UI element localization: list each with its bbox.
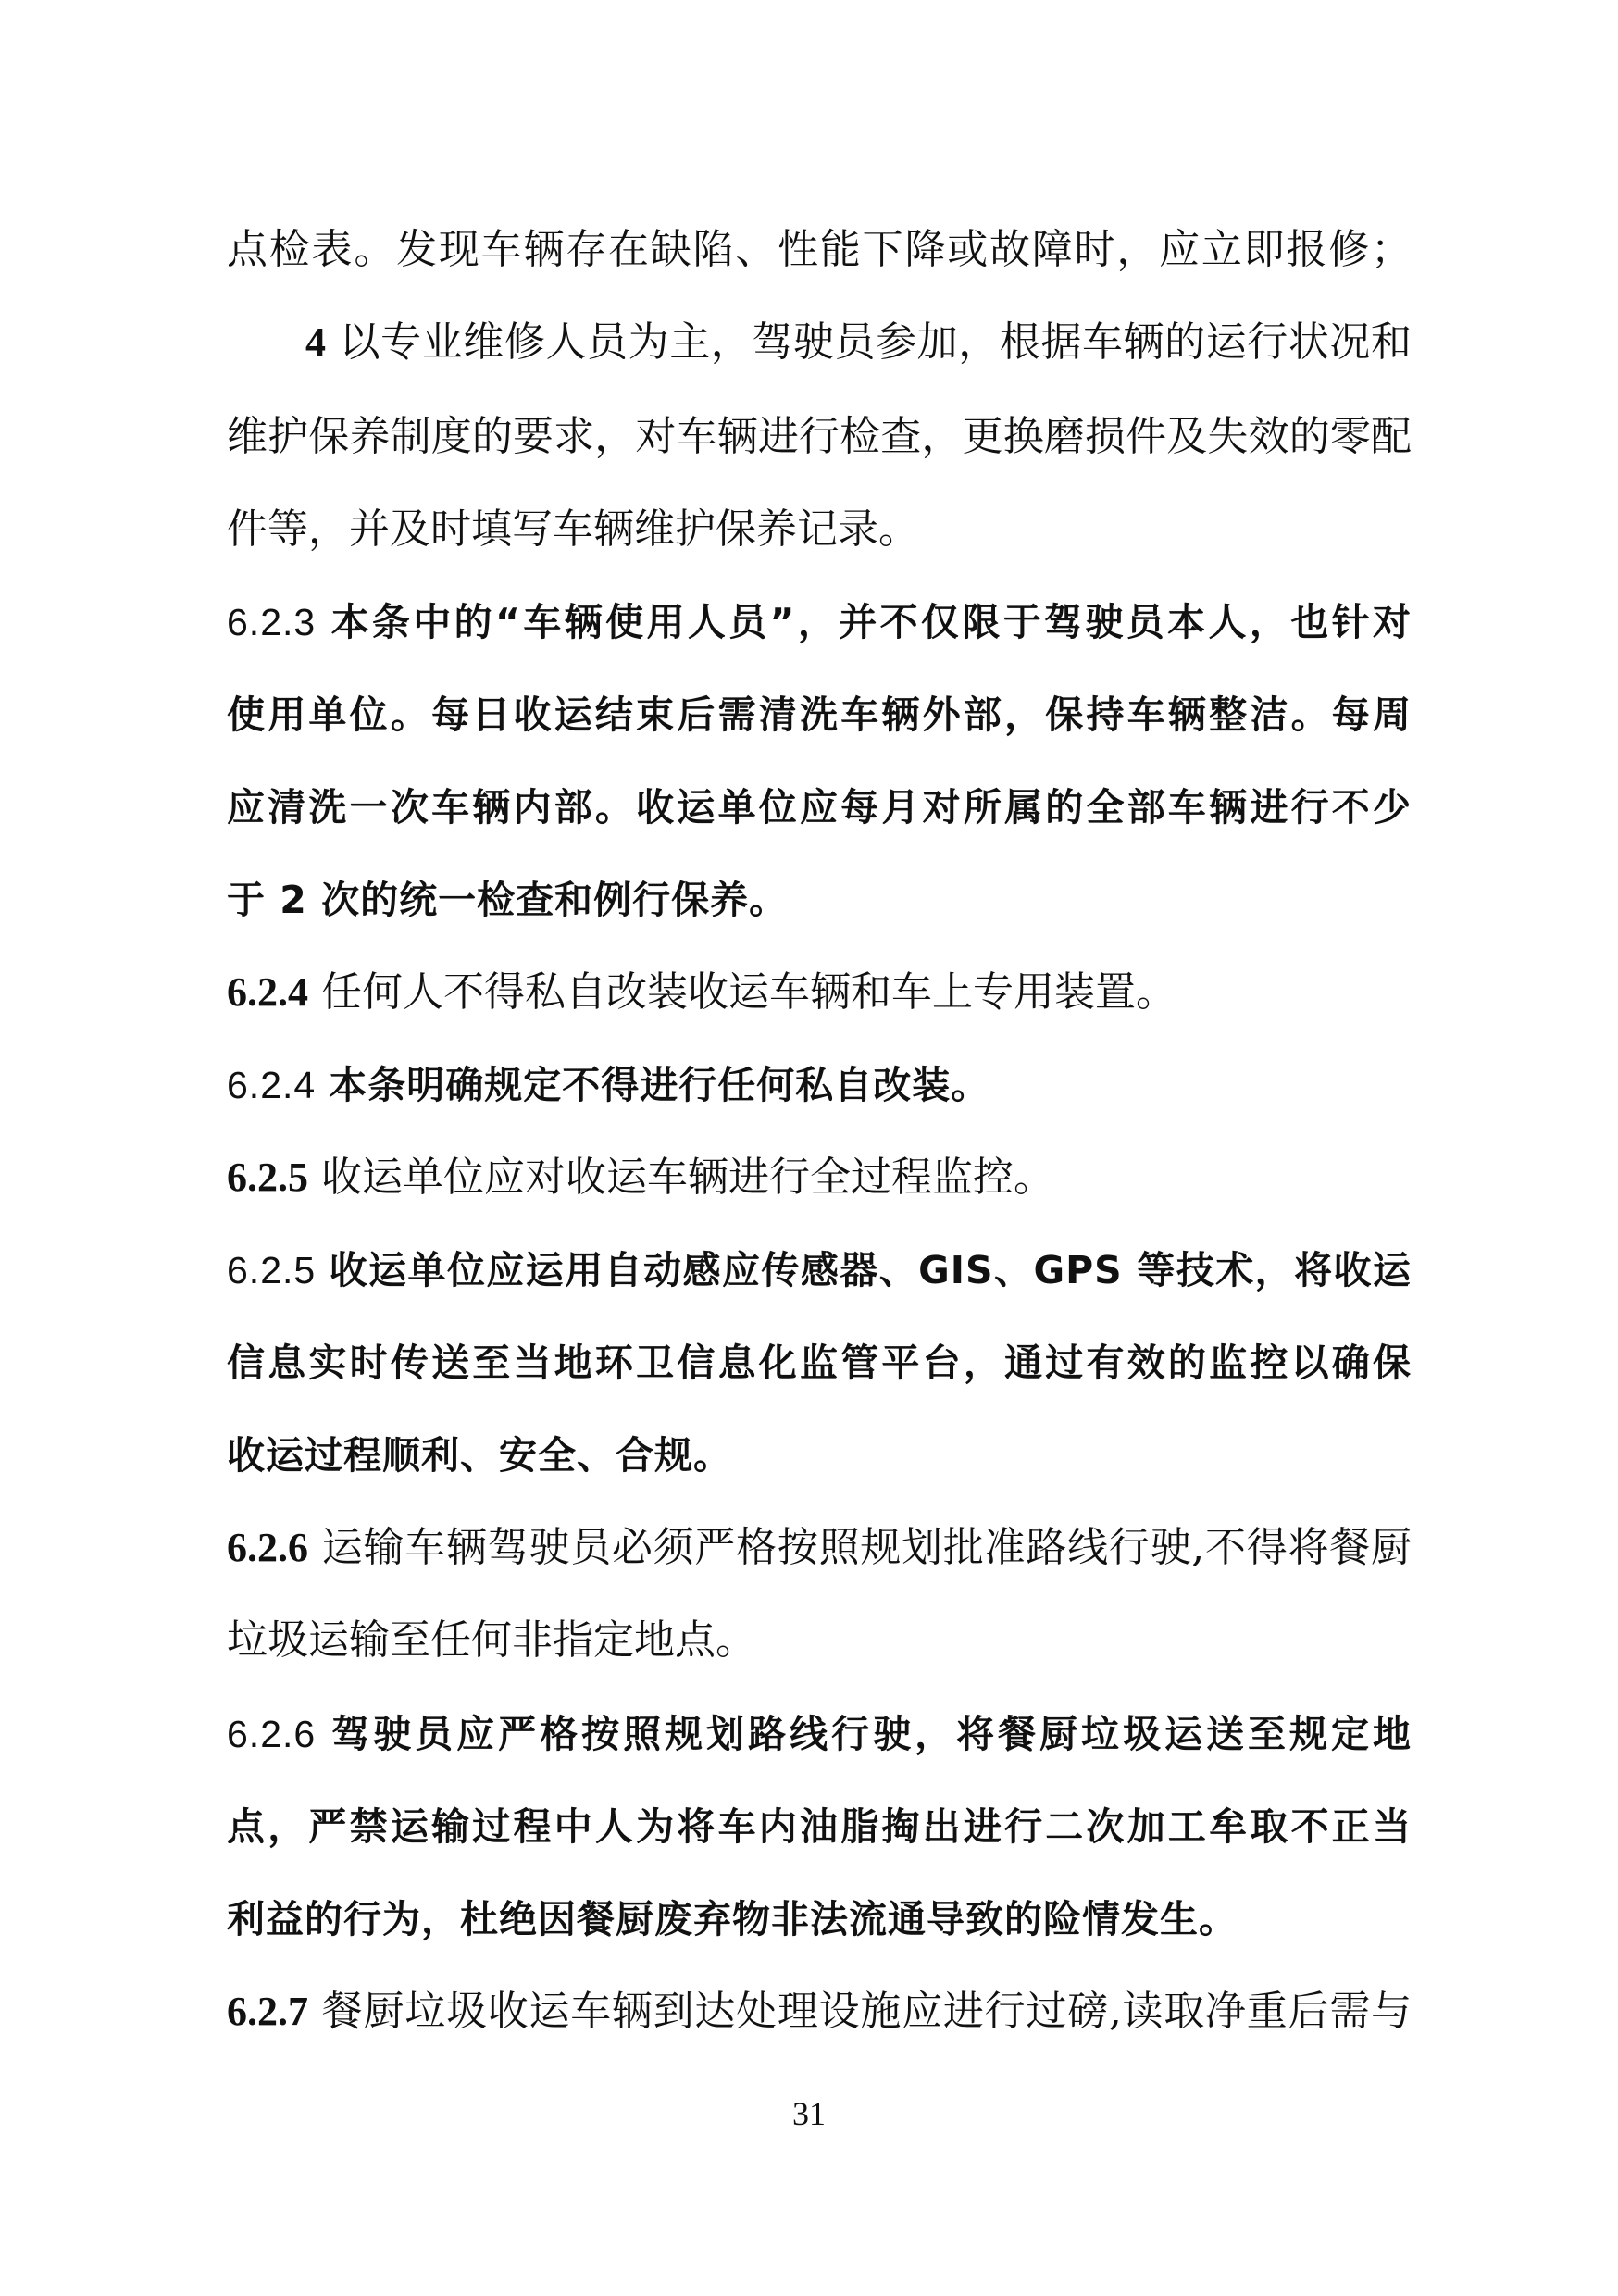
clause-line [227,965,1412,1020]
clause-number: 6.2.6 [227,1713,317,1755]
commentary-line [227,1242,1412,1298]
clause-number: 6.2.6 [227,1525,308,1570]
clause-number: 6.2.7 [227,1989,308,2034]
line-text: 维护保养制度的要求，对车辆进行检查，更换磨损件及失效的零配 [227,413,1412,460]
commentary-line [227,1706,1412,1762]
line-text: 任何人不得私自改装收运车辆和车上专用装置。 [321,968,1176,1016]
line-text: 利益的行为，杜绝因餐厨废弃物非法流通导致的险情发生。 [227,1897,1238,1941]
item-number: 4 [305,319,326,365]
commentary-line [227,1428,1412,1483]
commentary-line [227,1891,1412,1947]
body-line [227,502,1412,557]
line-text: 运输车辆驾驶员必须严格按照规划批准路线行驶,不得将餐厨 [321,1524,1412,1571]
line-text: 信息实时传送至当地环卫信息化监管平台，通过有效的监控以确保 [227,1341,1412,1385]
line-text: 垃圾运输至任何非指定地点。 [227,1616,756,1664]
clause-line [227,1520,1412,1576]
commentary-line [227,687,1412,742]
line-text: 收运单位应运用自动感应传感器、GIS、GPS 等技术，将收运 [329,1248,1412,1292]
clause-number: 6.2.4 [227,969,308,1015]
line-text: 件等，并及时填写车辆维护保养记录。 [227,505,919,553]
body-line [227,1613,1412,1668]
line-text: 收运过程顺利、安全、合规。 [227,1433,732,1478]
line-text: 使用单位。每日收运结束后需清洗车辆外部，保持车辆整洁。每周 [227,693,1412,737]
line-text: 餐厨垃圾收运车辆到达处理设施应进行过磅,读取净重后需与 [321,1988,1412,2035]
body-line [227,409,1412,465]
commentary-line [227,1057,1412,1113]
commentary-line [227,594,1412,650]
commentary-line [227,1335,1412,1391]
commentary-line [227,872,1412,928]
line-text: 于 2 次的统一检查和例行保养。 [227,878,789,922]
line-text: 应清洗一次车辆内部。收运单位应每月对所属的全部车辆进行不少 [227,785,1412,830]
clause-line [227,1150,1412,1205]
line-text: 本条明确规定不得进行任何私自改装。 [329,1063,990,1107]
body-line [227,222,1412,278]
clause-number: 6.2.4 [227,1064,317,1106]
clause-number: 6.2.3 [227,601,317,643]
line-text: 驾驶员应严格按照规划路线行驶，将餐厨垃圾运送至规定地 [329,1712,1412,1756]
line-text: 本条中的“车辆使用人员”，并不仅限于驾驶员本人，也针对 [329,600,1412,644]
line-text: 收运单位应对收运车辆进行全过程监控。 [321,1154,1054,1201]
page-number: 31 [792,2095,826,2132]
line-text: 点，严禁运输过程中人为将车内油脂掏出进行二次加工牟取不正当 [227,1804,1412,1849]
line-text: 点检表。发现车辆存在缺陷、性能下降或故障时，应立即报修； [227,226,1412,273]
clause-number: 6.2.5 [227,1154,308,1200]
commentary-line [227,1799,1412,1854]
line-text: 以专业维修人员为主，驾驶员参加，根据车辆的运行状况和 [339,318,1412,366]
clause-number: 6.2.5 [227,1249,317,1292]
numbered-item [305,315,1412,370]
commentary-line [227,780,1412,835]
clause-line [227,1984,1412,2040]
